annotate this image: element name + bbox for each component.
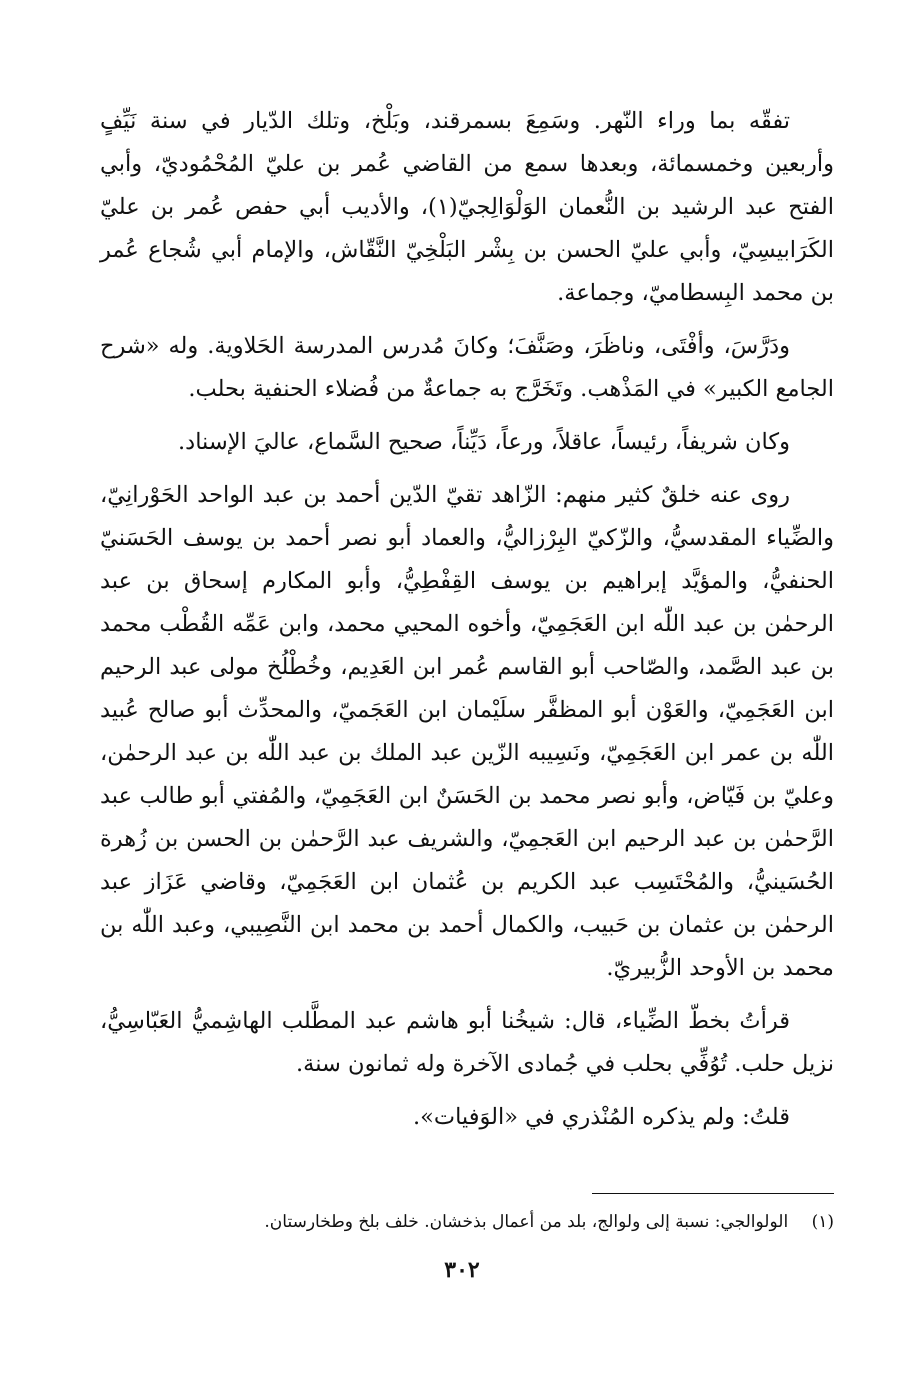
paragraph-2: ودَرَّسَ، وأفْتَى، وناظَرَ، وصَنَّفَ؛ وكانَ مُدرس المدرسة الحَلاوية. وله «شرح الجامع الكبير» في المَذْهب. وتَخَرَّج به جماعةٌ من فُضلاء الحنفية بحلب.	[100, 333, 834, 402]
paragraph-4: روى عنه خلقٌ كثير منهم: الزّاهد تقيّ الدّين أحمد بن عبد الواحد الحَوْرانِيّ، والضِّياء المقدسيُّ، والزّكيّ البِرْزاليُّ، والعماد أبو نصر أحمد بن يوسف الحَسَنيّ الحنفيُّ، والمؤيَّد إبراهيم بن يوسف القِفْطِيُّ، وأبو المكارم إسحاق بن عبد الرحمٰن بن عبد اللّٰه ابن العَجَمِيّ، وأخوه المحيي محمد، وابن عَمِّه القُطْب محمد بن عبد الصَّمد، والصّاحب أبو القاسم عُمر ابن العَدِيم، وخُطْلُخ مولى عبد الرحيم ابن العَجَمِيّ، والعَوْن أبو المظفَّر سلَيْمان ابن العَجَميّ، والمحدِّث أبو صالح عُبيد اللّٰه بن عمر ابن العَجَمِيّ، ونَسِيبه الزّين عبد الملك بن عبد اللّٰه بن عبد الرحمٰن، وعليّ بن فَيّاض، وأبو نصر محمد بن الحَسَنٌ ابن العَجَمِيّ، والمُفتي أبو طالب عبد الرَّحمٰن بن عبد الرحيم ابن العَجمِيّ، والشريف عبد الرَّحمٰن بن الحسن بن زُهرة الحُسَينيُّ، والمُحْتَسِب عبد الكريم بن عُثمان ابن العَجَمِيّ، وقاضي عَزَاز عبد الرحمٰن بن عثمان بن حَبيب، والكمال أحمد بن محمد ابن النَّصِيبي، وعبد اللّٰه بن محمد بن الأوحد الزُّبيريّ.	[100, 482, 834, 981]
footnote	[100, 1207, 834, 1237]
paragraph-6: قلتُ: ولم يذكره المُنْذري في «الوَفيات».	[412, 1104, 790, 1130]
paragraph-5: قرأتُ بخطّ الضِّياء، قال: شيخُنا أبو هاشم عبد المطَّلب الهاشِميُّ العَبّاسِيُّ، نزيل حلب. تُوُفِّي بحلب في جُمادى الآخرة وله ثمانون سنة.	[100, 1008, 834, 1077]
paragraph-3: وكان شريفاً، رئيساً، عاقلاً، ورعاً، دَيِّناً، صحيح السَّماع، عاليَ الإسناد.	[178, 429, 790, 455]
footnote-marker: (١)	[811, 1212, 834, 1232]
footnote-divider	[592, 1193, 834, 1194]
footnote-text: الولوالجي: نسبة إلى ولوالج، بلد من أعمال بذخشان. خلف بلخ وطخارستان.	[264, 1212, 789, 1232]
main-text	[100, 100, 834, 1151]
page-number: ٣٠٢	[444, 1257, 480, 1283]
paragraph-1: تفقّه بما وراء النّهر. وسَمِعَ بسمرقند، وبَلْخ، وتلك الدّيار في سنة نَيِّفٍ وأربعين وخمسمائة، وبعدها سمع من القاضي عُمر بن عليّ المُحْمُوديّ، وأبي الفتح عبد الرشيد بن النُّعمان الوَلْوَالِجيّ(١)، والأديب أبي حفص عُمر بن عليّ الكَرَابيسِيّ، وأبي عليّ الحسن بن بِشْر البَلْخِيّ النَّقّاش، والإمام أبي شُجاع عُمر بن محمد البِسطاميّ، وجماعة.	[100, 108, 834, 306]
